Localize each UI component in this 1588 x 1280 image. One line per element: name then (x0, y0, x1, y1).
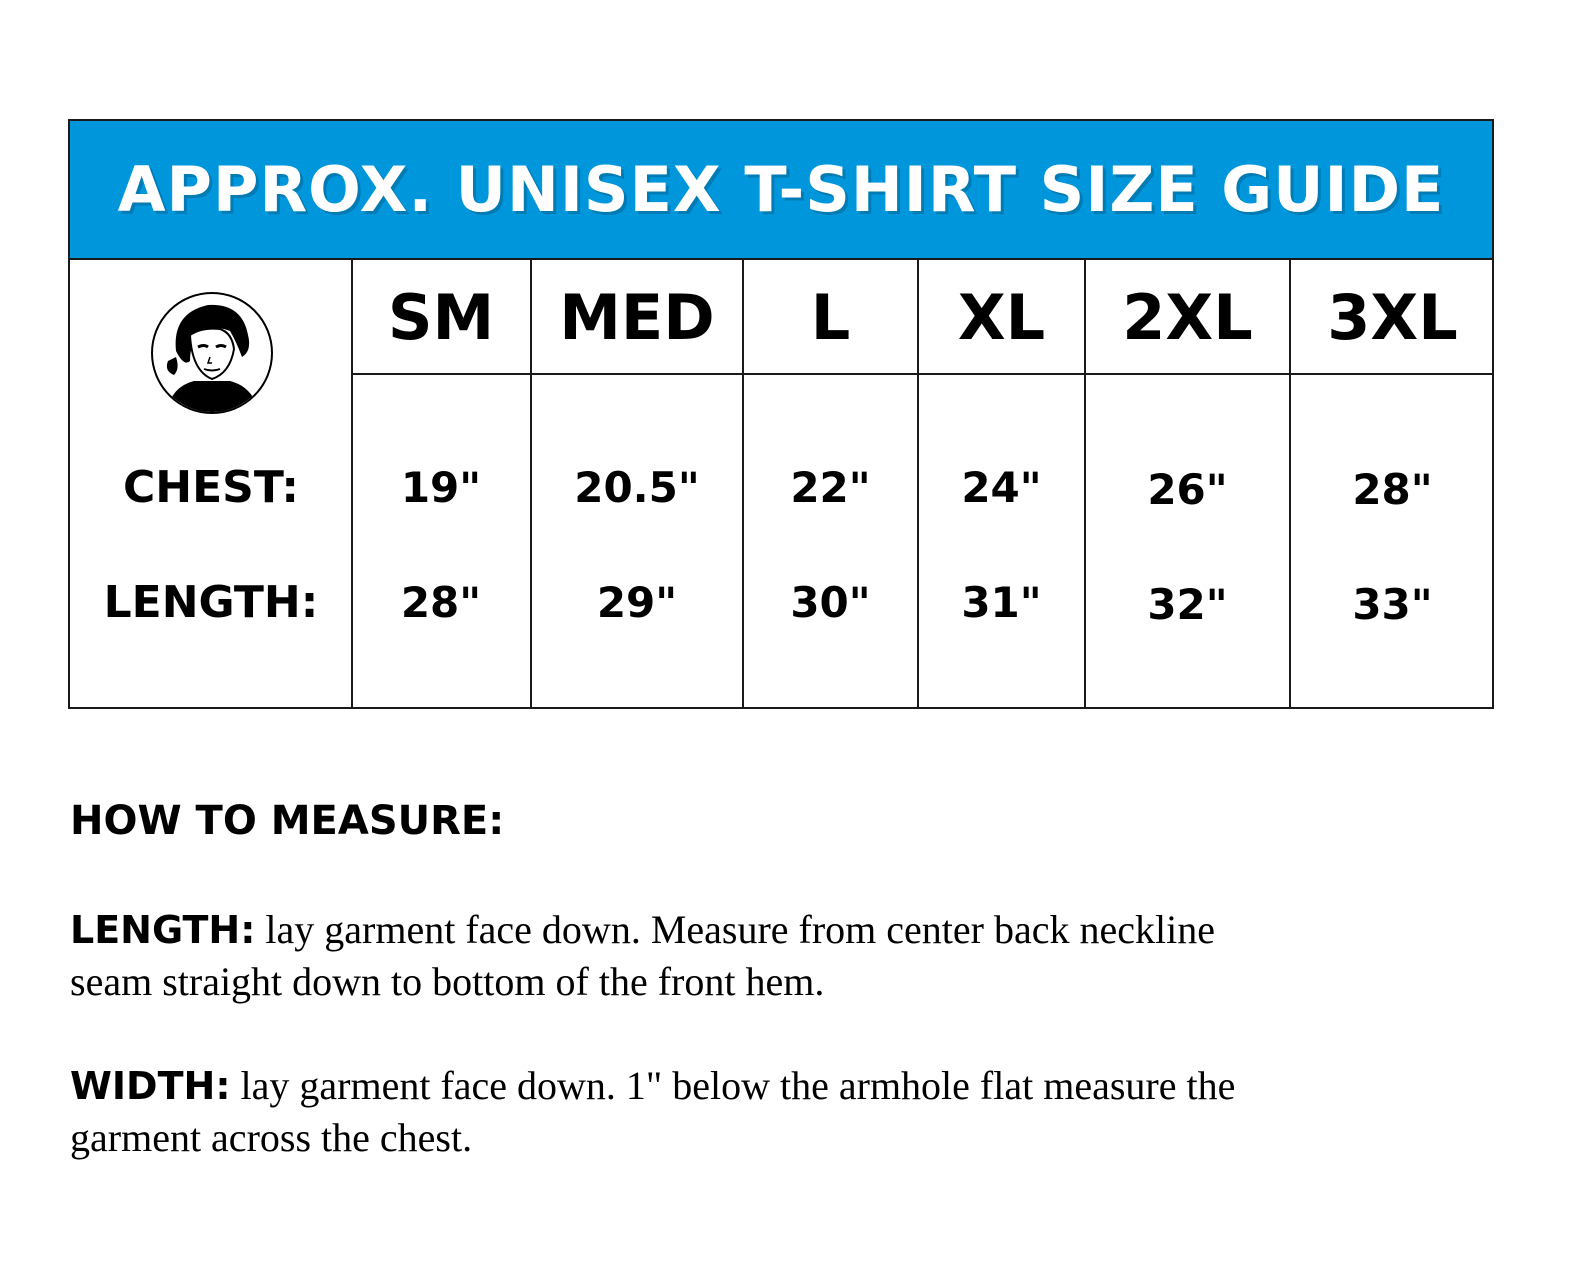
chest-value-2xl: 26" (1147, 464, 1228, 514)
length-value-3xl: 33" (1352, 579, 1433, 629)
page-title: APPROX. UNISEX T-SHIRT SIZE GUIDE (117, 153, 1445, 226)
length-instructions-text: lay garment face down. Measure from center back neckline seam straight down to bottom of the front hem. (70, 907, 1215, 1004)
size-3xl: 3XL (1327, 280, 1458, 354)
grid-line (352, 373, 1492, 375)
size-sm: SM (387, 280, 495, 354)
row-label-chest: CHEST: (122, 461, 300, 513)
chest-value-med: 20.5" (574, 462, 700, 512)
length-instructions (70, 904, 1270, 1008)
how-to-measure-heading: HOW TO MEASURE: (70, 798, 505, 844)
length-value-sm: 28" (400, 577, 482, 627)
length-value-l: 30" (790, 577, 871, 627)
size-guide-table (68, 119, 1494, 709)
size-2xl: 2XL (1122, 280, 1253, 354)
size-med: MED (559, 280, 715, 354)
chest-value-sm: 19" (400, 462, 482, 512)
width-instructions (70, 1060, 1270, 1164)
chest-value-3xl: 28" (1352, 464, 1433, 514)
length-value-2xl: 32" (1147, 579, 1228, 629)
row-label-length: LENGTH: (103, 576, 319, 628)
width-instructions-label: WIDTH: (70, 1064, 231, 1108)
chest-value-l: 22" (790, 462, 871, 512)
size-l: L (810, 280, 851, 354)
width-instructions-text: lay garment face down. 1" below the armhole flat measure the garment across the chest. (70, 1063, 1236, 1160)
length-value-xl: 31" (961, 577, 1042, 627)
chest-value-xl: 24" (961, 462, 1042, 512)
woman-portrait-icon (150, 291, 274, 415)
size-xl: XL (957, 280, 1046, 354)
title-banner (70, 121, 1492, 260)
length-value-med: 29" (596, 577, 678, 627)
length-instructions-label: LENGTH: (70, 908, 256, 952)
